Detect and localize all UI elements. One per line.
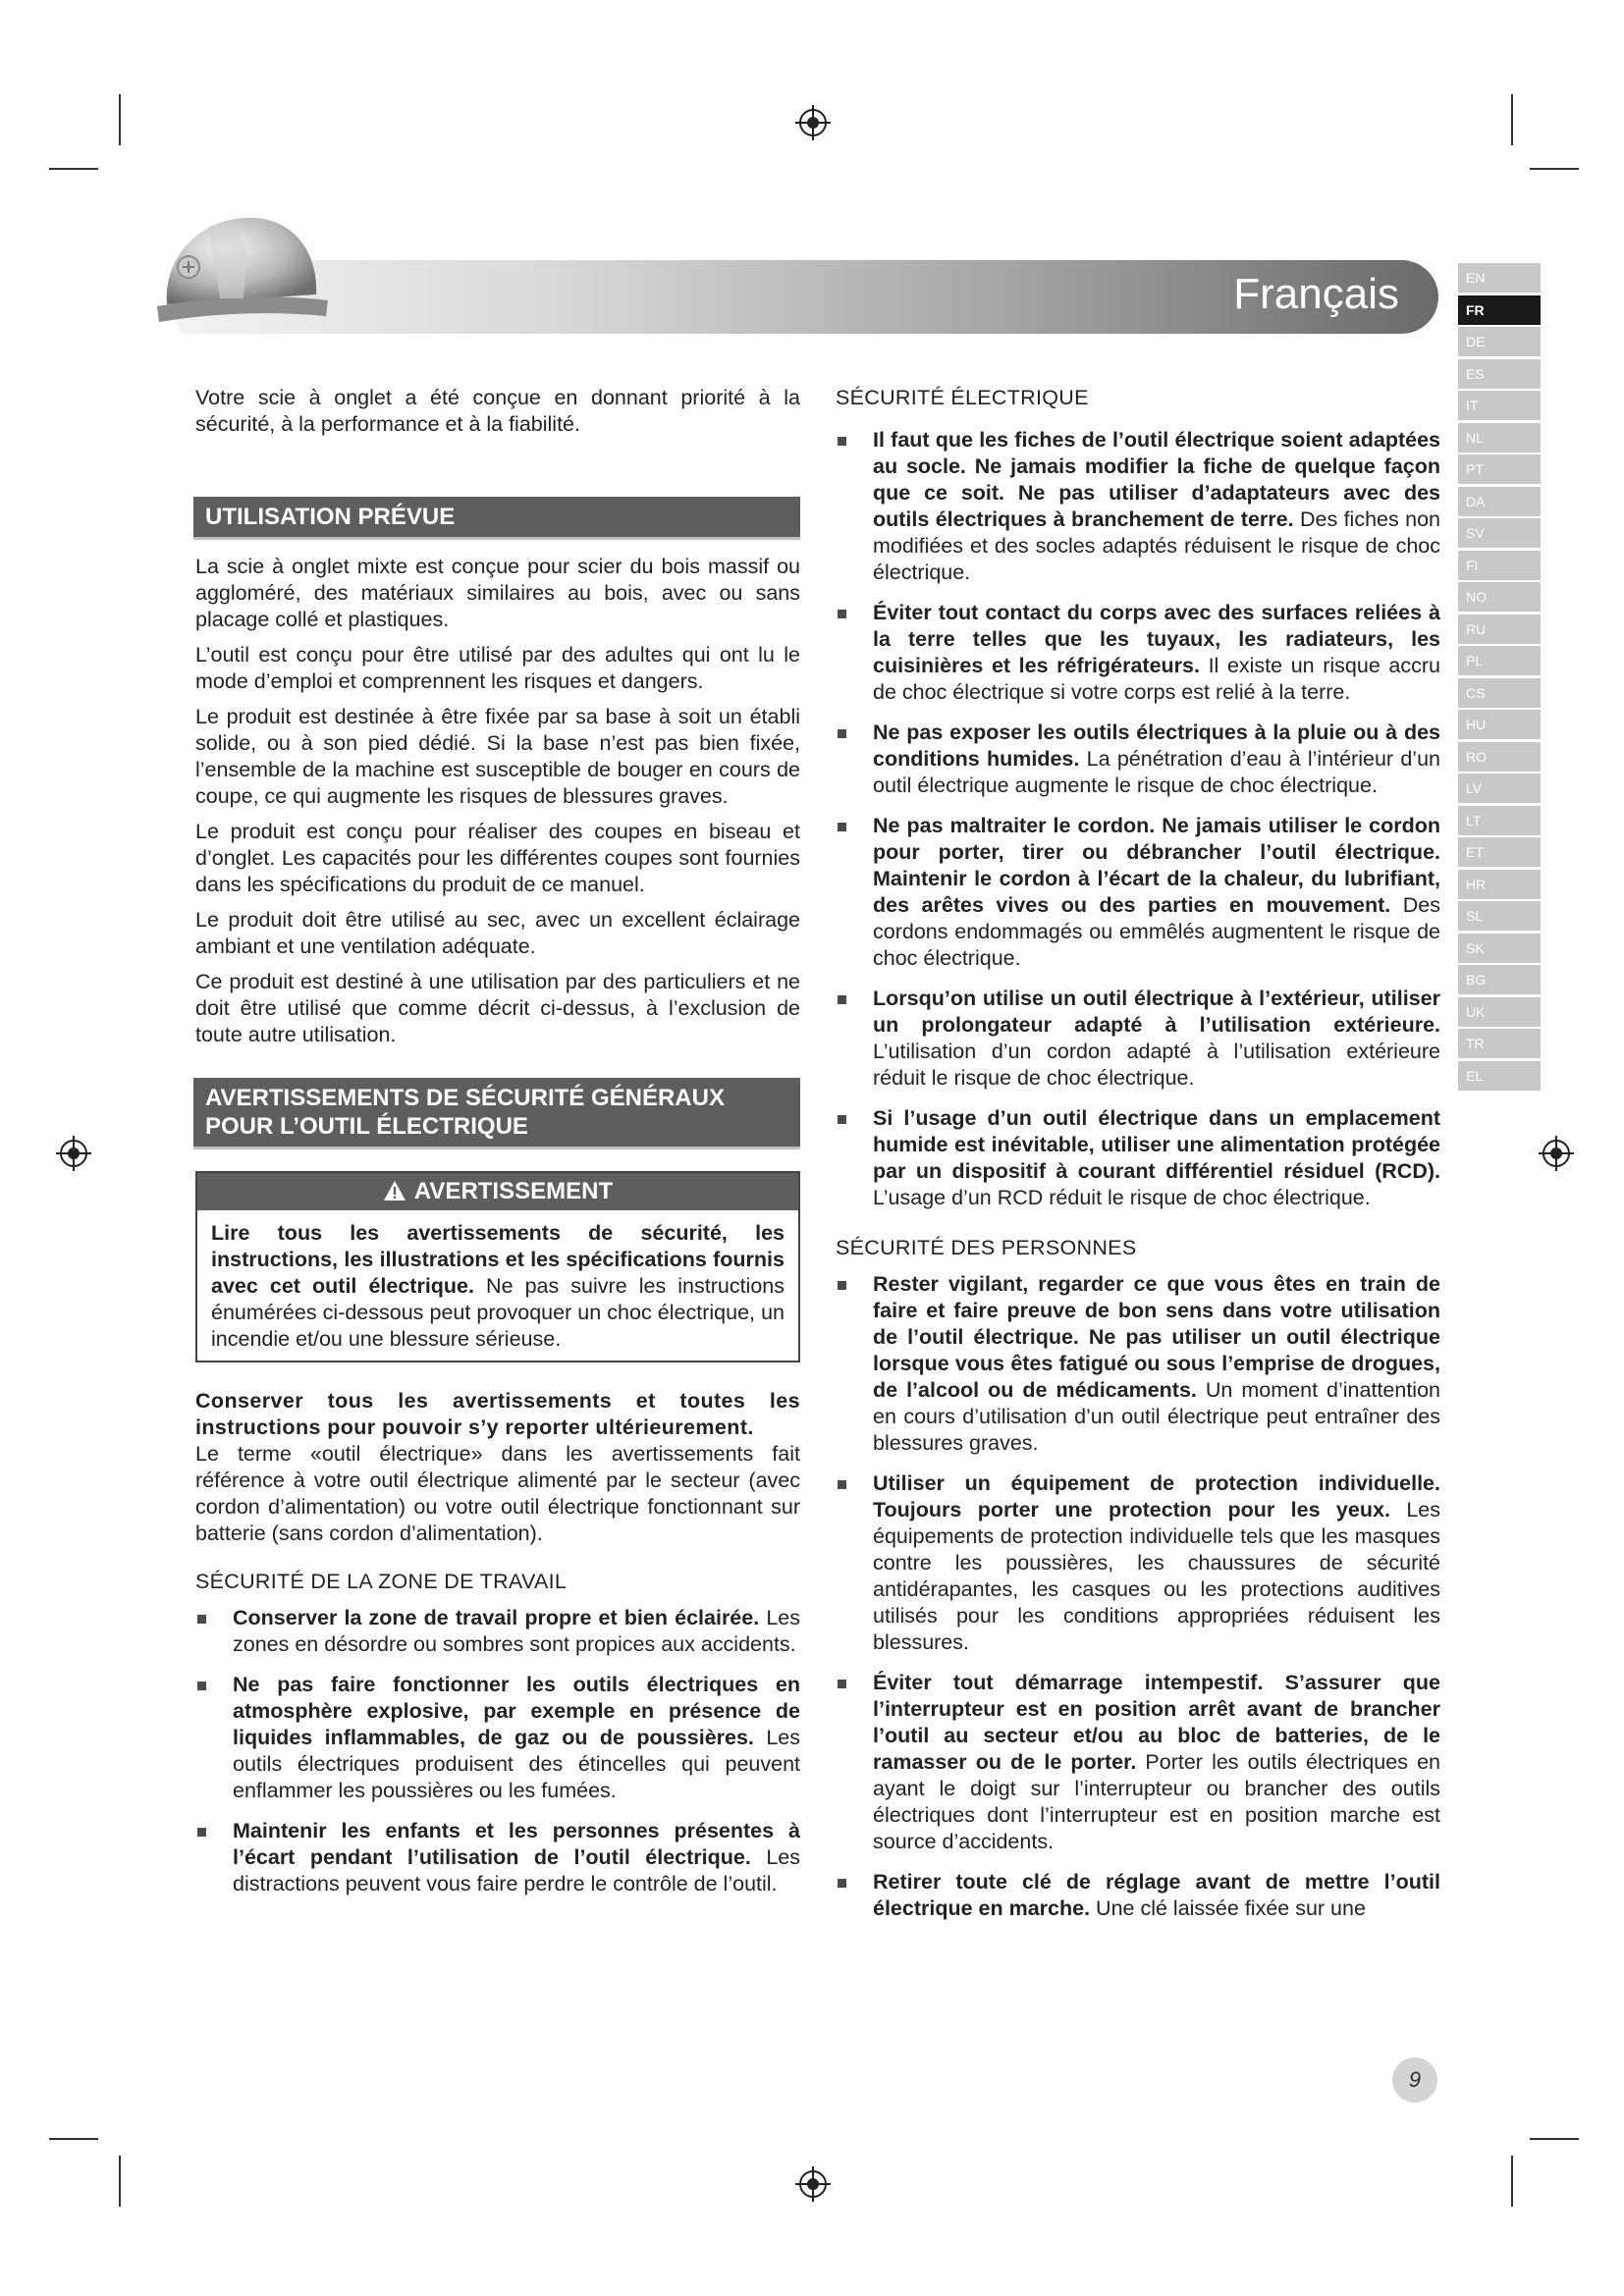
subheading-personal-safety: SÉCURITÉ DES PERSONNES xyxy=(836,1236,1137,1259)
list-item-text: La pénétration d’eau à l’intérieur d’un outil électrique augmente le risque de choc électrique. xyxy=(873,747,1440,797)
section-heading-general-warnings: AVERTISSEMENTS DE SÉCURITÉ GÉNÉRAUX POUR L’OUTIL ÉLECTRIQUE xyxy=(193,1078,800,1149)
language-tab-sl[interactable]: SL xyxy=(1458,901,1541,931)
language-tab-hu[interactable]: HU xyxy=(1458,710,1541,739)
language-tab-da[interactable]: DA xyxy=(1458,487,1541,516)
keep-instructions-paragraph xyxy=(195,1388,800,1547)
list-item-text: Les outils électriques produisent des étincelles qui peuvent enflammer les poussières ou les fumées. xyxy=(233,1726,801,1802)
language-tab-sv[interactable]: SV xyxy=(1458,518,1541,548)
work-area-list xyxy=(195,1605,800,1897)
language-tab-el[interactable]: EL xyxy=(1458,1061,1541,1091)
language-tab-en[interactable]: EN xyxy=(1458,263,1541,293)
list-item-bold: Ne pas faire fonctionner les outils électriques en atmosphère explosive, par exemple en présence de liquides inflammables, de gaz ou de poussières. xyxy=(233,1673,800,1749)
registration-mark-icon xyxy=(54,1134,93,1173)
personal-safety-list xyxy=(836,1271,1440,1922)
language-tab-uk[interactable]: UK xyxy=(1458,997,1541,1027)
language-tab-pl[interactable]: PL xyxy=(1458,646,1541,675)
list-item xyxy=(195,1605,800,1658)
language-tab-lv[interactable]: LV xyxy=(1458,774,1541,803)
list-item-bold: Éviter tout contact du corps avec des surfaces reliées à la terre telles que les tuyaux, les radiateurs, les cuisinières et les réfrigérateurs. xyxy=(873,601,1440,677)
list-item-text: Les zones en désordre ou sombres sont propices aux accidents. xyxy=(233,1606,800,1656)
language-tab-de[interactable]: DE xyxy=(1458,327,1541,356)
list-item-text: Il existe un risque accru de choc électrique si votre corps est relié à la terre. xyxy=(873,654,1440,704)
list-item xyxy=(836,1670,1440,1855)
list-item xyxy=(836,1869,1440,1922)
intended-use-paragraph: L’outil est conçu pour être utilisé par des adultes qui ont lu le mode d’emploi et comprennent les risques et dangers. xyxy=(195,643,800,693)
crop-mark xyxy=(1530,168,1579,170)
list-item xyxy=(836,986,1440,1092)
keep-instructions-bold: Conserver tous les avertissements et toutes les instructions pour pouvoir s’y reporter ultérieurement. xyxy=(195,1389,800,1439)
crop-mark xyxy=(1530,2138,1579,2140)
list-item-bold: Utiliser un équipement de protection individuelle. Toujours porter une protection pour les yeux. xyxy=(873,1471,1440,1522)
list-item-bold: Lorsqu’on utilise un outil électrique à l’extérieur, utiliser un prolongateur adapté à l’utilisation extérieure. xyxy=(873,987,1440,1037)
language-tab-fr[interactable]: FR xyxy=(1458,295,1541,325)
list-item xyxy=(836,600,1440,706)
list-item-text: Les équipements de protection individuelle tels que les masques contre les poussières, les chaussures de sécurité antidérapantes, les casques ou les protections auditives utilisés pour les conditions appropriées réduisent les blessures. xyxy=(873,1498,1440,1654)
intended-use-paragraph: Le produit est conçu pour réaliser des coupes en biseau et d’onglet. Les capacités pour les différentes coupes sont fournies dans les spécifications du produit de ce manuel. xyxy=(195,820,800,896)
crop-mark xyxy=(1511,2156,1513,2207)
section-heading-intended-use: UTILISATION PRÉVUE xyxy=(193,497,800,540)
crop-mark xyxy=(119,2156,121,2207)
language-tab-et[interactable]: ET xyxy=(1458,837,1541,867)
list-item xyxy=(195,1818,800,1897)
language-tab-cs[interactable]: CS xyxy=(1458,678,1541,708)
crop-mark xyxy=(49,168,98,170)
list-item-text: Une clé laissée fixée sur une xyxy=(1090,1896,1366,1920)
intended-use-paragraph: La scie à onglet mixte est conçue pour scier du bois massif ou aggloméré, des matériaux similaires au bois, avec ou sans placage collé et plastiques. xyxy=(195,555,800,631)
language-tab-nl[interactable]: NL xyxy=(1458,423,1541,453)
warning-body xyxy=(197,1210,798,1361)
intended-use-paragraph: Le produit est destinée à être fixée par sa base à soit un établi solide, ou à son pied dédié. Si la base n’est pas bien fixée, l’ensemble de la machine est susceptible de bouger en cours de coupe, ce qui augmente les risques de blessures graves. xyxy=(195,705,800,808)
warning-title: AVERTISSEMENT xyxy=(413,1178,614,1204)
warning-text: Ne pas suivre les instructions énumérées ci-dessous peut provoquer un choc électrique, un incendie et/ou une blessure sérieuse. xyxy=(211,1274,785,1351)
language-tab-it[interactable]: IT xyxy=(1458,391,1541,420)
language-tab-pt[interactable]: PT xyxy=(1458,454,1541,484)
safety-helmet-icon xyxy=(149,196,336,344)
list-item xyxy=(836,1271,1440,1457)
list-item xyxy=(836,1105,1440,1211)
list-item-bold: Il faut que les fiches de l’outil électrique soient adaptées au socle. Ne jamais modifier la fiche de quelque façon que ce soit. Ne pas utiliser d’adaptateurs avec des outils électriques à branchement de terre. xyxy=(873,428,1440,531)
list-item-bold: Ne pas maltraiter le cordon. Ne jamais utiliser le cordon pour porter, tirer ou débrancher l’outil électrique. Maintenir le cordon à l’écart de la chaleur, du lubrifiant, des arêtes vives ou des parties en mouvement. xyxy=(873,814,1440,917)
electrical-safety-list xyxy=(836,427,1440,1211)
language-tab-ro[interactable]: RO xyxy=(1458,742,1541,772)
list-item xyxy=(836,813,1440,972)
list-item xyxy=(836,427,1440,586)
language-tab-fi[interactable]: FI xyxy=(1458,551,1541,580)
subheading-work-area: SÉCURITÉ DE LA ZONE DE TRAVAIL xyxy=(195,1570,568,1593)
language-tab-sk[interactable]: SK xyxy=(1458,934,1541,963)
right-column xyxy=(836,385,1440,1936)
crop-mark xyxy=(49,2138,98,2140)
list-item xyxy=(836,720,1440,799)
list-item-bold: Rester vigilant, regarder ce que vous êtes en train de faire et faire preuve de bon sens dans votre utilisation de l’outil électrique. Ne pas utiliser un outil électrique lorsque vous êtes fatigué ou sous l’emprise de drogues, de l’alcool ou de médicaments. xyxy=(873,1272,1440,1402)
language-tab-hr[interactable]: HR xyxy=(1458,870,1541,899)
list-item-bold: Conserver la zone de travail propre et bien éclairée. xyxy=(233,1606,760,1629)
warning-box xyxy=(195,1171,800,1362)
language-tab-bg[interactable]: BG xyxy=(1458,965,1541,994)
list-item-bold: Retirer toute clé de réglage avant de mettre l’outil électrique en marche. xyxy=(873,1870,1440,1920)
list-item-text: L’utilisation d’un cordon adapté à l’utilisation extérieure réduit le risque de choc électrique. xyxy=(873,1040,1440,1090)
language-banner xyxy=(177,260,1438,334)
crop-mark xyxy=(1511,94,1513,145)
language-tab-tr[interactable]: TR xyxy=(1458,1029,1541,1058)
page-number: 9 xyxy=(1392,2057,1437,2103)
registration-mark-icon xyxy=(793,2164,833,2204)
list-item-text: Porter les outils électriques en ayant le doigt sur l’interrupteur ou brancher des outils électriques dont l’interrupteur est en position marche est source d’accidents. xyxy=(873,1750,1440,1853)
list-item-text: Des cordons endommagés ou emmêlés augmentent le risque de choc électrique. xyxy=(873,893,1440,970)
list-item-bold: Éviter tout démarrage intempestif. S’assurer que l’interrupteur est en position arrêt avant de brancher l’outil au secteur et/ou au bloc de batteries, de le ramasser ou de le porter. xyxy=(873,1671,1440,1774)
registration-mark-icon xyxy=(793,103,833,142)
list-item-bold: Si l’usage d’un outil électrique dans un emplacement humide est inévitable, utiliser une alimentation protégée par un dispositif à courant différentiel résiduel (RCD). xyxy=(873,1106,1440,1183)
list-item-bold: Ne pas exposer les outils électriques à la pluie ou à des conditions humides. xyxy=(873,721,1440,771)
registration-mark-icon xyxy=(1537,1134,1576,1173)
warning-triangle-icon xyxy=(383,1180,406,1201)
list-item-text: Des fiches non modifiées et des socles adaptés réduisent le risque de choc électrique. xyxy=(873,507,1440,584)
list-item-text: Les distractions peuvent vous faire perdre le contrôle de l’outil. xyxy=(233,1845,800,1896)
warning-heading xyxy=(197,1173,798,1210)
language-tab-lt[interactable]: LT xyxy=(1458,806,1541,835)
list-item-bold: Maintenir les enfants et les personnes présentes à l’écart pendant l’utilisation de l’outil électrique. xyxy=(233,1819,800,1869)
intended-use-paragraph: Le produit doit être utilisé au sec, avec un excellent éclairage ambiant et une ventilation adéquate. xyxy=(195,908,800,958)
intended-use-paragraphs xyxy=(195,554,800,1048)
list-item-text: Un moment d’inattention en cours d’utilisation d’un outil électrique peut entraîner des blessures graves. xyxy=(873,1378,1440,1455)
language-tab-ru[interactable]: RU xyxy=(1458,614,1541,644)
warning-bold-text: Lire tous les avertissements de sécurité, les instructions, les illustrations et les spécifications fournis avec cet outil électrique. xyxy=(211,1221,785,1298)
keep-instructions-text: Le terme «outil électrique» dans les avertissements fait référence à votre outil électrique alimenté par le secteur (avec cordon d’alimentation) ou votre outil électrique fonctionnant sur batterie (sans cordon d’alimentation). xyxy=(195,1442,800,1545)
left-column xyxy=(195,385,800,1911)
list-item-text: L’usage d’un RCD réduit le risque de choc électrique. xyxy=(873,1186,1371,1209)
subheading-electrical-safety: SÉCURITÉ ÉLECTRIQUE xyxy=(836,386,1089,409)
list-item xyxy=(195,1672,800,1804)
crop-mark xyxy=(119,94,121,145)
intro-paragraph: Votre scie à onglet a été conçue en donnant priorité à la sécurité, à la performance et à la fiabilité. xyxy=(195,386,800,436)
list-item xyxy=(836,1470,1440,1656)
intended-use-paragraph: Ce produit est destiné à une utilisation par des particuliers et ne doit être utilisé que comme décrit ci-dessus, à l’exclusion de toute autre utilisation. xyxy=(195,970,800,1046)
language-tabs xyxy=(1458,263,1541,1093)
language-title: Français xyxy=(1233,270,1399,318)
language-tab-es[interactable]: ES xyxy=(1458,359,1541,389)
language-tab-no[interactable]: NO xyxy=(1458,582,1541,612)
